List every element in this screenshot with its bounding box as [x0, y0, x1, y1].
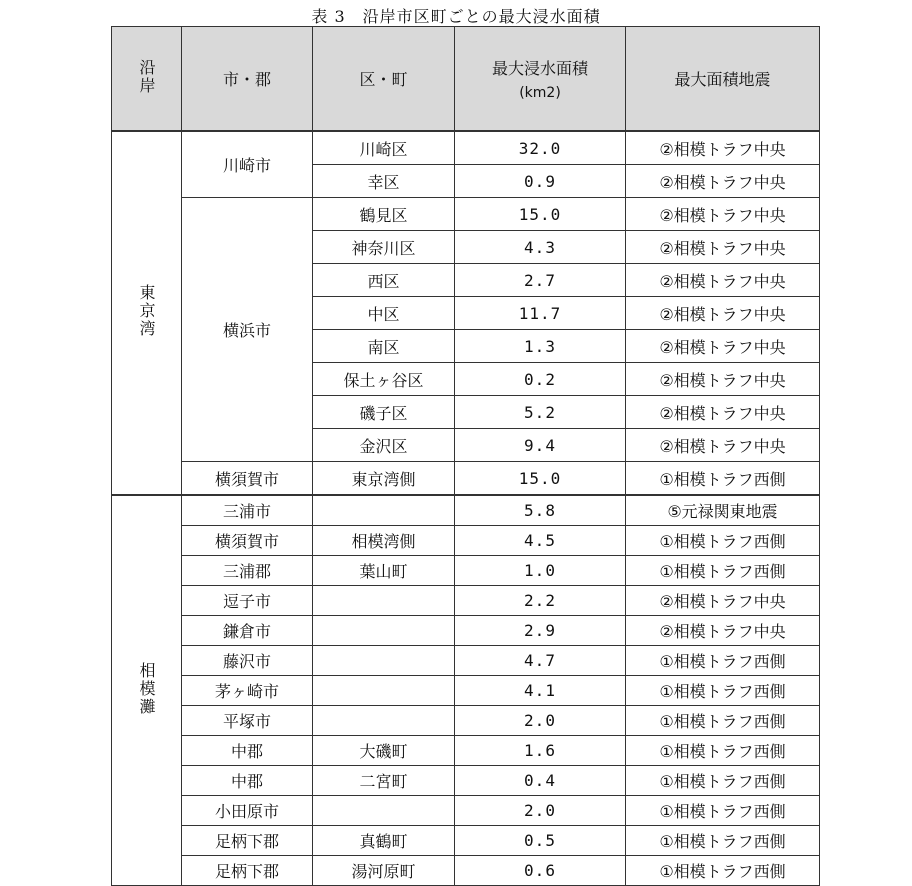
quake-cell: ②相模トラフ中央: [626, 429, 820, 462]
city-cell: 足柄下郡: [182, 856, 313, 886]
area-cell: 4.5: [455, 526, 626, 556]
quake-cell: ②相模トラフ中央: [626, 396, 820, 429]
ward-cell: [313, 796, 455, 826]
table-row: [112, 826, 820, 856]
quake-cell: ①相模トラフ西側: [626, 526, 820, 556]
quake-cell: ①相模トラフ西側: [626, 462, 820, 496]
city-cell: 横須賀市: [182, 526, 313, 556]
quake-cell: ②相模トラフ中央: [626, 198, 820, 231]
table-row: [112, 706, 820, 736]
area-cell: 1.3: [455, 330, 626, 363]
ward-cell: 神奈川区: [313, 231, 455, 264]
area-cell: 0.5: [455, 826, 626, 856]
area-cell: 0.4: [455, 766, 626, 796]
quake-cell: ②相模トラフ中央: [626, 297, 820, 330]
ward-cell: 川崎区: [313, 131, 455, 165]
city-cell: 横須賀市: [182, 462, 313, 496]
quake-cell: ①相模トラフ西側: [626, 856, 820, 886]
area-cell: 11.7: [455, 297, 626, 330]
ward-cell: 中区: [313, 297, 455, 330]
table-row: [112, 856, 820, 886]
quake-cell: ①相模トラフ西側: [626, 736, 820, 766]
table-row: [112, 556, 820, 586]
city-cell: 小田原市: [182, 796, 313, 826]
quake-cell: ②相模トラフ中央: [626, 616, 820, 646]
ward-cell: 相模湾側: [313, 526, 455, 556]
ward-cell: [313, 676, 455, 706]
quake-cell: ②相模トラフ中央: [626, 165, 820, 198]
quake-cell: ②相模トラフ中央: [626, 586, 820, 616]
ward-cell: 金沢区: [313, 429, 455, 462]
quake-cell: ①相模トラフ西側: [626, 706, 820, 736]
ward-cell: 東京湾側: [313, 462, 455, 496]
header-coast: 沿岸: [112, 27, 182, 132]
area-cell: 4.7: [455, 646, 626, 676]
ward-cell: 大磯町: [313, 736, 455, 766]
quake-cell: ⑤元禄関東地震: [626, 495, 820, 526]
area-cell: 15.0: [455, 198, 626, 231]
area-cell: 1.6: [455, 736, 626, 766]
ward-cell: [313, 586, 455, 616]
ward-cell: [313, 706, 455, 736]
area-cell: 2.0: [455, 796, 626, 826]
city-cell: 中郡: [182, 766, 313, 796]
area-cell: 5.8: [455, 495, 626, 526]
ward-cell: 西区: [313, 264, 455, 297]
area-cell: 15.0: [455, 462, 626, 496]
table-row: [112, 616, 820, 646]
city-cell: 川崎市: [182, 131, 313, 198]
ward-cell: 磯子区: [313, 396, 455, 429]
ward-cell: [313, 646, 455, 676]
header-city: 市・郡: [182, 27, 313, 132]
city-cell: 中郡: [182, 736, 313, 766]
table-row: [112, 462, 820, 496]
quake-cell: ②相模トラフ中央: [626, 330, 820, 363]
city-cell: 横浜市: [182, 198, 313, 462]
table-row: [112, 736, 820, 766]
city-cell: 足柄下郡: [182, 826, 313, 856]
city-cell: 藤沢市: [182, 646, 313, 676]
header-area: 最大浸水面積 (km2): [455, 27, 626, 132]
quake-cell: ①相模トラフ西側: [626, 676, 820, 706]
area-cell: 2.2: [455, 586, 626, 616]
area-cell: 0.6: [455, 856, 626, 886]
area-cell: 4.3: [455, 231, 626, 264]
group-sagami-sea: 相模灘: [112, 495, 182, 886]
table-row: [112, 796, 820, 826]
area-cell: 0.9: [455, 165, 626, 198]
quake-cell: ②相模トラフ中央: [626, 363, 820, 396]
city-cell: 逗子市: [182, 586, 313, 616]
ward-cell: 鶴見区: [313, 198, 455, 231]
ward-cell: 幸区: [313, 165, 455, 198]
city-cell: 茅ヶ崎市: [182, 676, 313, 706]
city-cell: 三浦郡: [182, 556, 313, 586]
ward-cell: 保土ヶ谷区: [313, 363, 455, 396]
quake-cell: ①相模トラフ西側: [626, 766, 820, 796]
table-title: 表 3 沿岸市区町ごとの最大浸水面積: [311, 7, 601, 26]
ward-cell: 葉山町: [313, 556, 455, 586]
area-cell: 5.2: [455, 396, 626, 429]
header-ward: 区・町: [313, 27, 455, 132]
city-cell: 平塚市: [182, 706, 313, 736]
area-cell: 9.4: [455, 429, 626, 462]
ward-cell: [313, 495, 455, 526]
quake-cell: ①相模トラフ西側: [626, 646, 820, 676]
table-row: [112, 198, 820, 231]
area-cell: 2.7: [455, 264, 626, 297]
table-row: [112, 646, 820, 676]
quake-cell: ①相模トラフ西側: [626, 826, 820, 856]
ward-cell: 湯河原町: [313, 856, 455, 886]
table-row: [112, 586, 820, 616]
quake-cell: ②相模トラフ中央: [626, 231, 820, 264]
city-cell: 鎌倉市: [182, 616, 313, 646]
quake-cell: ①相模トラフ西側: [626, 796, 820, 826]
area-cell: 32.0: [455, 131, 626, 165]
quake-cell: ①相模トラフ西側: [626, 556, 820, 586]
area-cell: 2.0: [455, 706, 626, 736]
ward-cell: [313, 616, 455, 646]
table-row: [112, 526, 820, 556]
quake-cell: ②相模トラフ中央: [626, 264, 820, 297]
area-cell: 2.9: [455, 616, 626, 646]
ward-cell: 二宮町: [313, 766, 455, 796]
table-row: [112, 495, 820, 526]
header-row: [112, 27, 820, 132]
table-row: [112, 766, 820, 796]
area-cell: 4.1: [455, 676, 626, 706]
city-cell: 三浦市: [182, 495, 313, 526]
ward-cell: 真鶴町: [313, 826, 455, 856]
table-row: [112, 131, 820, 165]
quake-cell: ②相模トラフ中央: [626, 131, 820, 165]
table-row: [112, 676, 820, 706]
ward-cell: 南区: [313, 330, 455, 363]
header-quake: 最大面積地震: [626, 27, 820, 132]
inundation-table: [111, 26, 820, 886]
area-cell: 0.2: [455, 363, 626, 396]
area-cell: 1.0: [455, 556, 626, 586]
group-tokyo-bay: 東京湾: [112, 131, 182, 495]
